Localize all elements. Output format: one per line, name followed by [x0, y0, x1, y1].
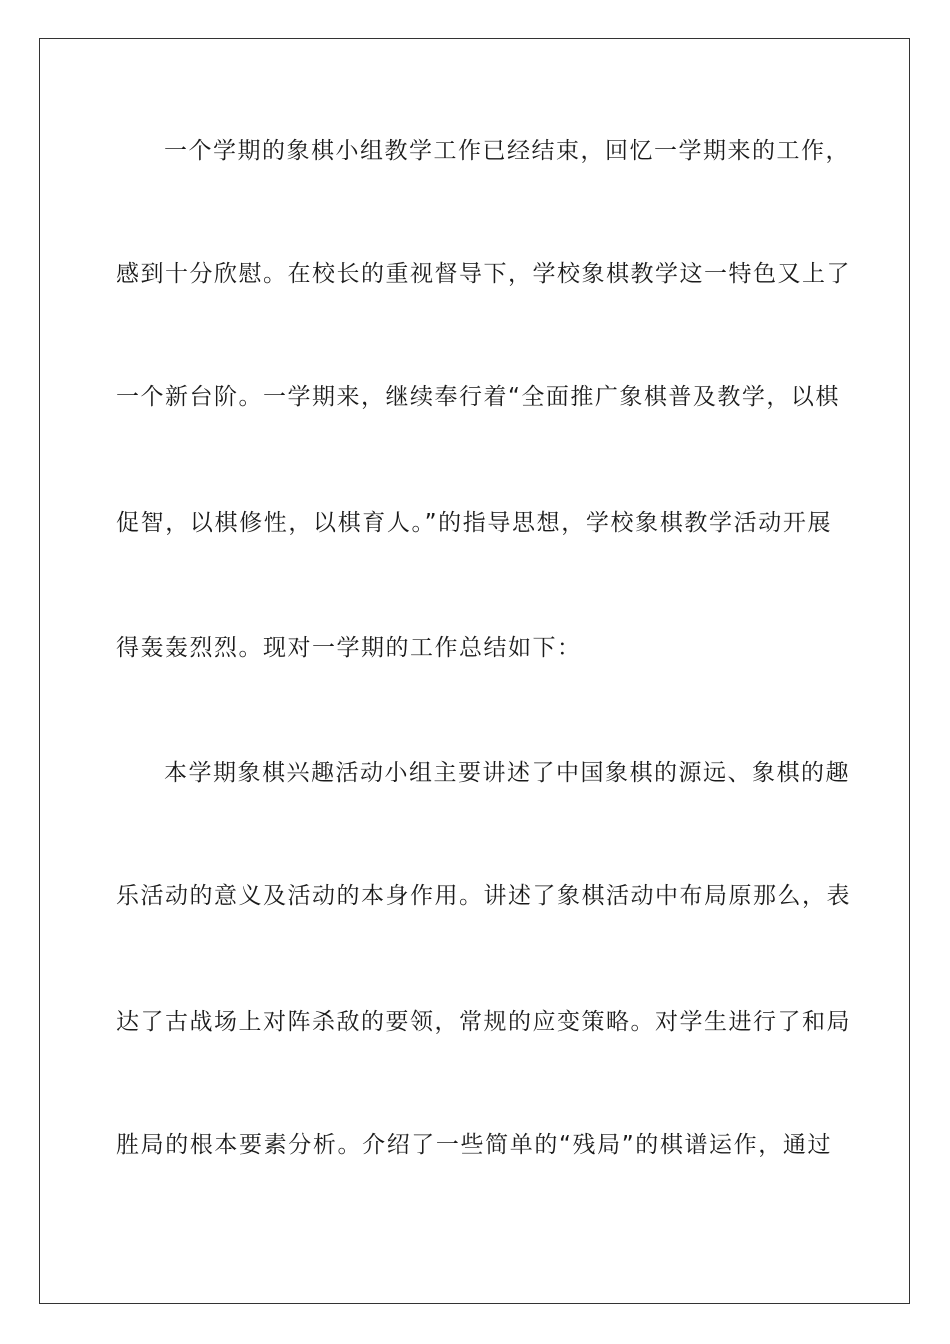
paragraph-2-line-1: 本学期象棋兴趣活动小组主要讲述了中国象棋的源远、象棋的趣 — [164, 760, 850, 786]
paragraph-1-line-1: 一个学期的象棋小组教学工作已经结束，回忆一学期来的工作， — [164, 138, 850, 164]
paragraph-2-line-3: 达了古战场上对阵杀敌的要领，常规的应变策略。对学生进行了和局 — [116, 1009, 851, 1035]
paragraph-1-line-4: 促智，以棋修性，以棋育人。”的指导思想，学校象棋教学活动开展 — [116, 510, 832, 536]
page-border — [39, 38, 910, 1304]
paragraph-1-line-2: 感到十分欣慰。在校长的重视督导下，学校象棋教学这一特色又上了 — [116, 261, 851, 287]
paragraph-1-line-3: 一个新台阶。一学期来，继续奉行着“全面推广象棋普及教学，以棋 — [116, 384, 840, 410]
paragraph-1-line-5: 得轰轰烈烈。现对一学期的工作总结如下： — [116, 635, 582, 661]
paragraph-2-line-2: 乐活动的意义及活动的本身作用。讲述了象棋活动中布局原那么，表 — [116, 883, 851, 909]
paragraph-2-line-4: 胜局的根本要素分析。介绍了一些简单的“残局”的棋谱运作，通过 — [116, 1132, 832, 1158]
